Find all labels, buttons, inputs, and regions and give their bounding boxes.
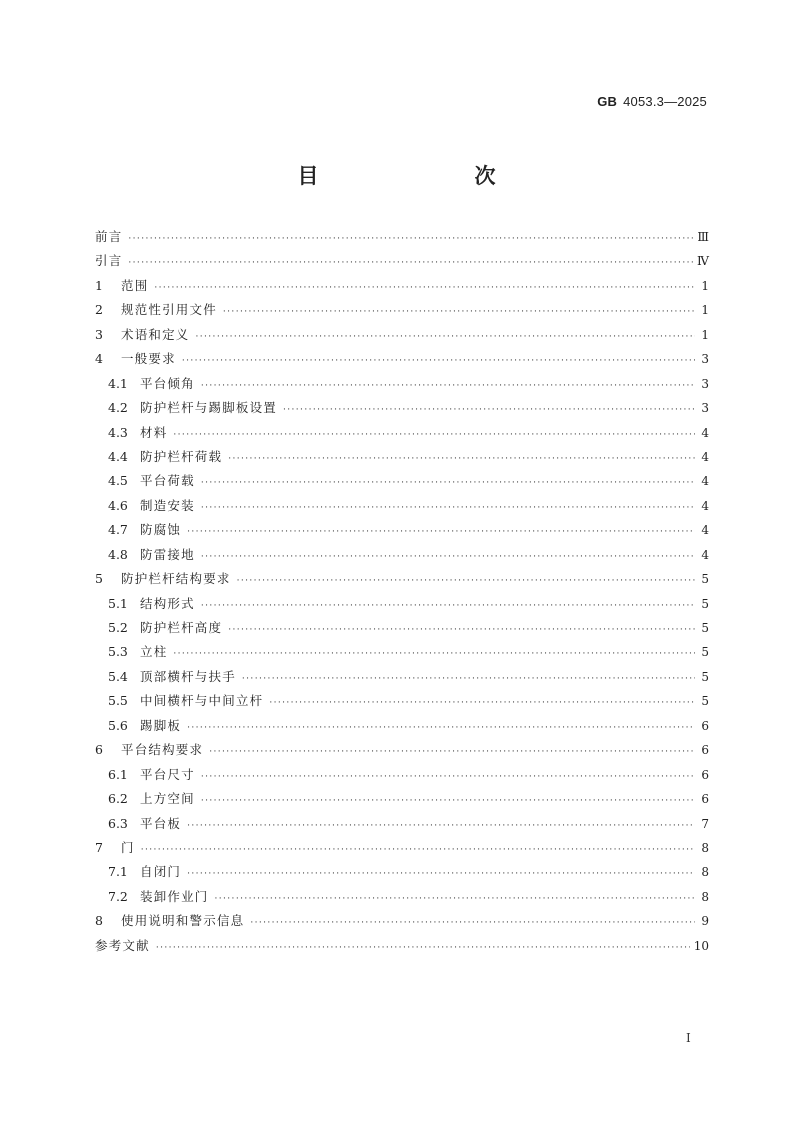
toc-entry-label: 装卸作业门: [140, 888, 209, 904]
toc-entry-label: 平台倾角: [140, 375, 195, 391]
toc-entry[interactable]: [95, 738, 709, 762]
dot-leader: [128, 251, 693, 275]
toc-entry-page: Ⅲ: [697, 230, 709, 244]
dot-leader: [173, 423, 695, 447]
toc-entry[interactable]: [95, 885, 709, 909]
toc-entry-page: 4: [701, 523, 709, 538]
toc-entry-page: 6: [701, 767, 709, 782]
toc-entry-page: 4: [701, 547, 709, 562]
toc-entry-page: 3: [701, 352, 709, 367]
dot-leader: [141, 838, 695, 862]
toc-entry-page: 6: [701, 792, 709, 807]
dot-leader: [242, 667, 695, 691]
toc-entry-page: 6: [701, 743, 709, 758]
toc-entry[interactable]: [95, 249, 709, 273]
dot-leader: [228, 618, 695, 642]
toc-entry[interactable]: [95, 298, 709, 322]
toc-entry-number: 4.2: [108, 400, 128, 416]
toc-entry-number: 6.3: [108, 815, 128, 831]
standard-code: [597, 94, 707, 109]
toc-entry[interactable]: [95, 592, 709, 616]
toc-entry-page: 5: [701, 572, 709, 587]
dot-leader: [201, 594, 695, 618]
toc-entry-page: 5: [701, 669, 709, 684]
toc-entry[interactable]: [95, 396, 709, 420]
toc-entry-label: 使用说明和警示信息: [121, 913, 245, 929]
toc-entry-number: 2: [95, 302, 103, 318]
dot-leader: [269, 691, 695, 715]
toc-entry-page: 8: [701, 840, 709, 855]
toc-entry-label: 术语和定义: [121, 326, 190, 342]
dot-leader: [173, 642, 695, 666]
toc-entry-page: 1: [701, 303, 709, 318]
toc-entry-label: 防护栏杆与踢脚板设置: [140, 400, 278, 416]
dot-leader: [283, 398, 695, 422]
dot-leader: [201, 545, 695, 569]
toc-entry-label: 平台结构要求: [121, 742, 204, 758]
toc-entry-label: 规范性引用文件: [121, 302, 217, 318]
toc-entry-page: 4: [701, 449, 709, 464]
toc-entry[interactable]: [95, 763, 709, 787]
toc-entry[interactable]: [95, 640, 709, 664]
toc-entry-label: 一般要求: [121, 351, 176, 367]
toc-entry[interactable]: [95, 812, 709, 836]
toc-entry-number: 1: [95, 277, 103, 293]
toc-entry[interactable]: [95, 934, 709, 958]
toc-entry[interactable]: [95, 323, 709, 347]
toc-entry-number: 5.5: [108, 693, 128, 709]
toc-entry[interactable]: [95, 836, 709, 860]
toc-entry-label: 门: [121, 839, 135, 855]
dot-leader: [223, 300, 695, 324]
dot-leader: [215, 887, 695, 911]
dot-leader: [156, 936, 690, 960]
toc-entry-number: 5.4: [108, 668, 128, 684]
toc-entry-page: 8: [701, 889, 709, 904]
toc-entry-number: 4.6: [108, 497, 128, 513]
toc-entry[interactable]: [95, 543, 709, 567]
toc-entry-page: 9: [701, 914, 709, 929]
footer-page-number: I: [686, 1031, 691, 1045]
toc-entry-page: 1: [701, 327, 709, 342]
dot-leader: [128, 227, 693, 251]
toc-entry[interactable]: [95, 909, 709, 933]
toc-entry-label: 防雷接地: [140, 546, 195, 562]
toc-entry-number: 4.1: [108, 375, 128, 391]
dot-leader: [209, 740, 695, 764]
toc-entry-number: 6.2: [108, 791, 128, 807]
toc-entry-label: 材料: [140, 424, 168, 440]
dot-leader: [187, 862, 695, 886]
toc-entry-number: 8: [95, 913, 103, 929]
toc-entry-number: 4.5: [108, 473, 128, 489]
dot-leader: [250, 911, 695, 935]
toc-entry-number: 4.7: [108, 522, 128, 538]
toc-entry[interactable]: [95, 494, 709, 518]
toc-entry-page: 4: [701, 498, 709, 513]
toc-entry[interactable]: [95, 347, 709, 371]
toc-entry[interactable]: [95, 445, 709, 469]
toc-entry-page: Ⅳ: [697, 254, 709, 269]
toc-entry-number: 4.8: [108, 546, 128, 562]
toc-entry-label: 防护栏杆荷载: [140, 448, 223, 464]
dot-leader: [196, 325, 695, 349]
toc-entry-number: 5.3: [108, 644, 128, 660]
toc-entry-number: 5.2: [108, 620, 128, 635]
toc-entry-number: 6: [95, 742, 103, 758]
toc-entry[interactable]: [95, 274, 709, 298]
toc-entry-label: 结构形式: [140, 595, 195, 611]
toc-entry[interactable]: [95, 567, 709, 591]
toc-entry-page: 8: [701, 865, 709, 880]
toc-entry-label: 前言: [95, 229, 123, 244]
toc-entry-number: 5: [95, 571, 103, 587]
toc-entry-number: 4: [95, 351, 103, 367]
toc-entry-number: 4.3: [108, 424, 128, 440]
toc-entry-page: 5: [701, 621, 709, 635]
toc-entry-label: 防护栏杆结构要求: [121, 571, 231, 587]
toc-entry-label: 顶部横杆与扶手: [140, 668, 236, 684]
toc-entry[interactable]: [95, 469, 709, 493]
toc-entry-number: 7: [95, 839, 103, 855]
toc-entry-label: 中间横杆与中间立杆: [140, 693, 264, 709]
toc-entry-label: 平台荷载: [140, 473, 195, 489]
table-of-contents: [95, 225, 709, 958]
toc-entry-number: 7.1: [108, 864, 128, 880]
toc-entry-label: 平台尺寸: [140, 766, 195, 782]
toc-entry-label: 平台板: [140, 815, 182, 831]
toc-entry-label: 防护栏杆高度: [140, 620, 223, 635]
toc-entry-label: 引言: [95, 253, 123, 269]
toc-entry-number: 7.2: [108, 888, 128, 904]
toc-entry-number: 3: [95, 326, 103, 342]
toc-entry-page: 6: [701, 718, 709, 733]
dot-leader: [201, 765, 695, 789]
dot-leader: [201, 374, 695, 398]
toc-entry-label: 上方空间: [140, 791, 195, 807]
toc-entry-page: 5: [701, 596, 709, 611]
dot-leader: [187, 814, 695, 838]
standard-number: 4053.3—2025: [623, 94, 707, 109]
dot-leader: [187, 716, 695, 740]
dot-leader: [228, 447, 695, 471]
toc-entry-page: 4: [701, 474, 709, 489]
toc-entry-page: 5: [701, 694, 709, 709]
toc-entry[interactable]: [95, 665, 709, 689]
toc-entry-label: 制造安装: [140, 497, 195, 513]
toc-entry-label: 自闭门: [140, 864, 182, 880]
toc-entry[interactable]: [95, 225, 709, 249]
toc-entry[interactable]: [95, 689, 709, 713]
toc-entry-label: 立柱: [140, 644, 168, 660]
toc-entry-page: 5: [701, 645, 709, 660]
toc-entry-page: 4: [701, 425, 709, 440]
dot-leader: [237, 569, 695, 593]
toc-entry-label: 范围: [121, 277, 149, 293]
dot-leader: [201, 496, 695, 520]
toc-entry[interactable]: [95, 714, 709, 738]
toc-entry-page: 1: [701, 278, 709, 293]
toc-entry[interactable]: [95, 421, 709, 445]
toc-entry[interactable]: [95, 860, 709, 884]
page-title: 目 次: [297, 164, 534, 188]
toc-entry-number: 5.6: [108, 717, 128, 733]
toc-entry-label: 防腐蚀: [140, 522, 182, 538]
toc-entry-page: 7: [701, 816, 709, 831]
toc-entry-label: 踢脚板: [140, 717, 182, 733]
dot-leader: [187, 520, 695, 544]
toc-entry-page: 10: [693, 938, 709, 953]
toc-entry[interactable]: [95, 518, 709, 542]
toc-entry[interactable]: [95, 616, 709, 640]
toc-entry-number: 5.1: [108, 595, 128, 611]
standard-prefix: GB: [597, 94, 618, 109]
toc-entry[interactable]: [95, 372, 709, 396]
toc-entry-label: 参考文献: [95, 937, 150, 953]
toc-entry-number: 4.4: [108, 448, 128, 464]
toc-entry-page: 3: [701, 401, 709, 416]
dot-leader: [182, 349, 695, 373]
dot-leader: [201, 471, 695, 495]
toc-entry[interactable]: [95, 787, 709, 811]
toc-entry-number: 6.1: [108, 766, 128, 782]
dot-leader: [201, 789, 695, 813]
toc-entry-page: 3: [701, 376, 709, 391]
dot-leader: [154, 276, 695, 300]
